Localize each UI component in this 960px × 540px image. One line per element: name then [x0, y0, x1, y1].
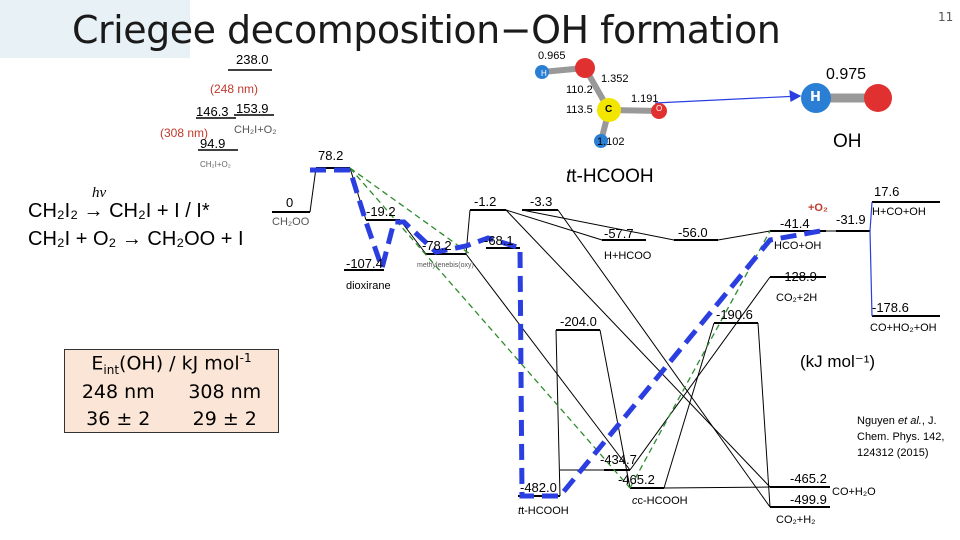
col-308: 308 nm [188, 380, 262, 403]
label-plus-o2: +O₂ [808, 202, 828, 214]
level-78-2: 78.2 [318, 148, 344, 163]
level-434: -434.7 [600, 452, 637, 467]
level-17-6: 17.6 [874, 184, 900, 199]
table-header: $E_{int}(OH)$ / kJ mol$^{-1}$ [91, 351, 252, 378]
reaction-2: CH₂I + O₂ → CH₂OO + I [28, 228, 244, 250]
angle-1: 110.2 [566, 84, 593, 96]
units-label: (kJ mol⁻¹) [800, 352, 876, 371]
reaction-1: CH₂I₂ → CH₂I + I / I* [28, 200, 210, 222]
level-56: -56.0 [678, 225, 708, 240]
table-header-row [65, 350, 279, 379]
label-methylenebis: methylenebis(oxy) [417, 262, 474, 269]
level-153: 153.9 [236, 101, 269, 116]
atom-h-1: H [541, 69, 547, 78]
angle-2: 113.5 [566, 104, 593, 116]
level-482: -482.0 [520, 480, 557, 495]
label-h-co-oh: H+CO+OH [872, 206, 926, 218]
level-499: -499.9 [790, 492, 827, 507]
citation: Nguyen et al., J. Chem. Phys. 142, 124312 (2015) [857, 415, 945, 459]
label-hco-oh: HCO+OH [774, 240, 822, 252]
label-ch2i-o2: CH₂I+O₂ [234, 124, 277, 136]
col-248: 248 nm [81, 380, 155, 403]
eint-table [64, 349, 279, 433]
level-0: 0 [286, 195, 294, 210]
level-465-b: -465.2 [790, 471, 827, 486]
label-co-h2o: CO+H₂O [832, 486, 876, 498]
hv-label: hν [92, 185, 107, 201]
label-ch2i-o2-small: CH₂I+O₂ [200, 160, 231, 169]
level-146: 146.3 [196, 104, 229, 119]
level-57-7: -57.7 [604, 226, 634, 241]
label-h-hcoo: H+HCOO [604, 250, 652, 262]
oh-atom-h: H [810, 90, 821, 105]
bond-co2: 1.191 [631, 93, 659, 105]
bond-oh: 0.965 [538, 50, 566, 62]
bond-co: 1.352 [601, 73, 629, 85]
level-31-9: -31.9 [836, 212, 866, 227]
slide-number: 11 [938, 10, 954, 24]
level-128: -128.9 [780, 269, 817, 284]
label-co2-h2: CO₂+H₂ [776, 514, 816, 526]
table-row [65, 378, 279, 405]
value-308: 29 ± 2 [192, 407, 257, 430]
level-238: 238.0 [236, 52, 269, 67]
level-178: -178.6 [872, 300, 909, 315]
slide-title: Criegee decomposition−OH formation [72, 8, 781, 52]
table-row [65, 405, 279, 433]
thcooh-title: tt-HCOOH [566, 166, 654, 187]
bond-ch: 1.102 [597, 136, 625, 148]
label-chcooh: cc-HCOOH [632, 495, 688, 507]
level-68: -68.1 [484, 233, 514, 248]
level-78-2b: -78.2 [422, 238, 452, 253]
value-248: 36 ± 2 [86, 407, 151, 430]
level-41-4: -41.4 [780, 216, 810, 231]
label-co2-2h: CO₂+2H [776, 292, 818, 304]
oh-label: OH [833, 131, 862, 152]
blue-connections [655, 91, 872, 316]
level-94: 94.9 [200, 136, 226, 151]
label-308nm: (308 nm) [160, 126, 209, 140]
atom-c: C [605, 104, 613, 115]
label-ch2oo: CH₂OO [272, 216, 310, 228]
label-248nm: (248 nm) [210, 82, 259, 96]
label-thcooh: tt-HCOOH [518, 505, 569, 517]
level-3-3: -3.3 [530, 194, 553, 209]
oh-bond-length: 0.975 [826, 66, 867, 83]
level-107: -107.4 [346, 256, 383, 271]
level-204: -204.0 [560, 314, 597, 329]
level-190-6: -190.6 [716, 307, 753, 322]
atom-o: O [656, 104, 663, 113]
label-co-ho2-oh: CO+HO₂+OH [870, 322, 937, 334]
label-dioxirane: dioxirane [346, 280, 391, 292]
level-19-2: -19.2 [366, 204, 396, 219]
level-1-2: -1.2 [474, 194, 497, 209]
level-465-a: -465.2 [618, 472, 655, 487]
